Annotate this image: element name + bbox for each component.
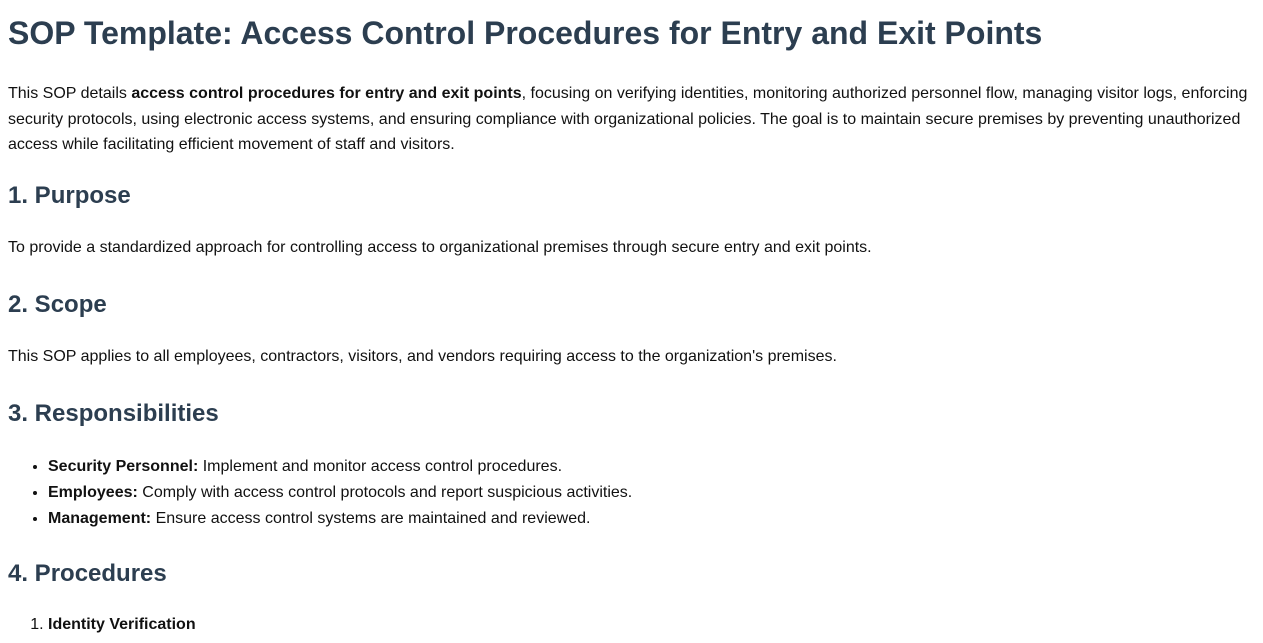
purpose-text: To provide a standardized approach for controlling access to organizational premises through secure entry and exit points. (8, 239, 872, 256)
list-item (48, 480, 632, 506)
procedures-list (8, 614, 196, 636)
role-description: Implement and monitor access control procedures. (198, 458, 563, 475)
role-description: Comply with access control protocols and report suspicious activities. (137, 484, 633, 501)
intro-text-start: This SOP details (8, 85, 132, 102)
role-label: Security Personnel: (48, 458, 199, 475)
purpose-heading: 1. Purpose (8, 182, 131, 209)
role-label: Employees: (48, 484, 138, 501)
scope-text: This SOP applies to all employees, contractors, visitors, and vendors requiring access to the organization's premises. (8, 348, 837, 365)
responsibilities-list (8, 454, 632, 532)
intro-emphasis: access control procedures for entry and exit points (131, 85, 522, 102)
role-label: Management: (48, 510, 152, 527)
scope-heading: 2. Scope (8, 291, 107, 318)
role-description: Ensure access control systems are maintained and reviewed. (151, 510, 591, 527)
list-item (48, 506, 632, 532)
page-title: SOP Template: Access Control Procedures for Entry and Exit Points (8, 15, 1043, 51)
responsibilities-heading: 3. Responsibilities (8, 400, 219, 427)
procedures-heading: 4. Procedures (8, 560, 167, 587)
list-item (48, 454, 632, 480)
procedure-label: Identity Verification (48, 616, 196, 633)
list-item (48, 614, 196, 636)
intro-paragraph (8, 81, 1256, 158)
intro-text-end: , focusing on verifying identities, monitoring authorized personnel flow, managing visitor logs, enforcing security protocols, using electronic access systems, and ensuring compliance with organizational policies. The goal is to maintain secure premises by preventing unauthorized access while facilitating efficient movement of staff and visitors. (8, 85, 1248, 153)
